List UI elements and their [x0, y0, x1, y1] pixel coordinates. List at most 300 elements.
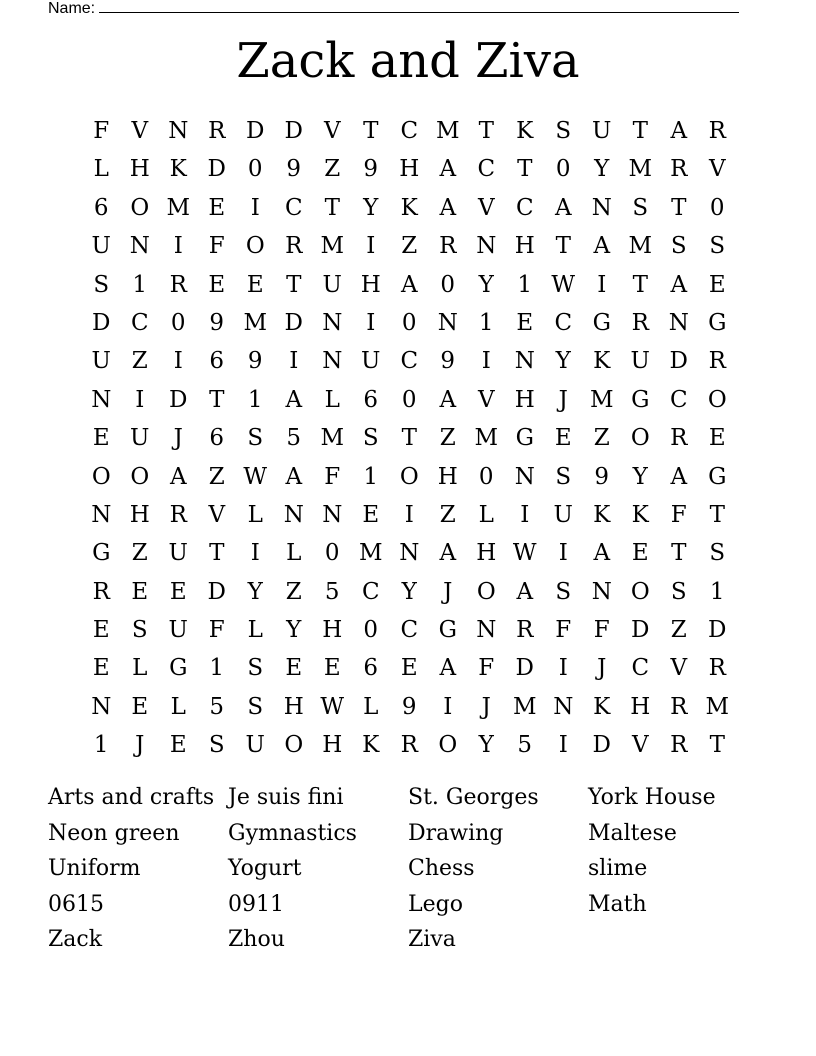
grid-cell: V — [131, 118, 149, 144]
grid-cell: N — [668, 309, 689, 336]
grid-cell: 0 — [170, 309, 186, 336]
grid-cell: C — [400, 118, 419, 144]
grid-cell: L — [478, 501, 494, 528]
grid-cell: F — [478, 655, 495, 682]
grid-cell: A — [439, 540, 457, 567]
word-list-item: Maltese — [588, 820, 677, 846]
grid-cell: Z — [285, 578, 302, 605]
grid-cell: H — [514, 233, 535, 260]
grid-cell: D — [592, 732, 611, 759]
grid-cell: W — [512, 540, 537, 567]
grid-cell: O — [130, 463, 150, 490]
grid-cell: V — [477, 194, 495, 221]
grid-cell: A — [670, 118, 688, 144]
grid-cell: K — [400, 194, 418, 221]
grid-cell: D — [284, 118, 303, 144]
grid-cell: M — [320, 233, 345, 260]
grid-cell: O — [476, 578, 496, 605]
grid-cell: S — [247, 425, 264, 452]
grid-cell: I — [173, 233, 183, 260]
grid-cell: S — [247, 655, 264, 682]
grid-cell: U — [322, 271, 342, 298]
word-list-item: Math — [588, 891, 647, 917]
grid-row — [82, 496, 738, 534]
grid-cell: L — [324, 386, 340, 413]
grid-cell: N — [437, 309, 458, 336]
grid-cell: U — [245, 732, 265, 759]
grid-cell: 9 — [247, 348, 263, 375]
grid-cell: 0 — [324, 540, 340, 567]
grid-cell: J — [481, 693, 491, 720]
grid-cell: I — [597, 271, 607, 298]
grid-cell: 0 — [363, 617, 379, 644]
grid-cell: F — [208, 233, 225, 260]
grid-cell: Y — [478, 271, 494, 298]
grid-cell: M — [628, 156, 653, 183]
grid-cell: H — [630, 693, 651, 720]
grid-cell: G — [631, 386, 650, 413]
grid-cell: E — [131, 693, 149, 720]
grid-cell: E — [169, 732, 187, 759]
grid-cell: S — [555, 463, 572, 490]
grid-cell: I — [366, 233, 376, 260]
grid-cell: Y — [401, 578, 417, 605]
grid-cell: U — [553, 501, 573, 528]
grid-cell: C — [130, 309, 149, 336]
word-list-item: Je suis fini — [228, 785, 344, 810]
grid-cell: R — [208, 118, 226, 144]
grid-cell: T — [209, 386, 225, 413]
grid-cell: O — [630, 425, 650, 452]
grid-cell: 0 — [709, 194, 725, 221]
grid-cell: E — [285, 655, 303, 682]
grid-cell: D — [631, 617, 650, 644]
grid-cell: E — [554, 425, 572, 452]
grid-cell: 1 — [478, 309, 494, 336]
grid-cell: 1 — [517, 271, 533, 298]
grid-cell: L — [247, 617, 263, 644]
grid-cell: S — [555, 578, 572, 605]
grid-cell: F — [593, 617, 610, 644]
grid-cell: M — [243, 309, 268, 336]
grid-cell: N — [476, 233, 497, 260]
grid-row — [82, 381, 738, 419]
grid-cell: T — [401, 425, 417, 452]
grid-cell: H — [514, 386, 535, 413]
grid-row — [82, 150, 738, 188]
grid-cell: J — [443, 578, 453, 605]
grid-row — [82, 688, 738, 726]
grid-cell: I — [443, 693, 453, 720]
grid-cell: T — [517, 156, 533, 183]
grid-cell: Y — [363, 194, 379, 221]
grid-cell: W — [243, 463, 268, 490]
grid-cell: O — [630, 578, 650, 605]
grid-cell: N — [476, 617, 497, 644]
grid-row — [82, 304, 738, 342]
grid-cell: T — [555, 233, 571, 260]
grid-cell: E — [208, 194, 226, 221]
grid-cell: C — [515, 194, 534, 221]
grid-row — [82, 266, 738, 304]
word-list-item: slime — [588, 856, 648, 882]
grid-row — [82, 611, 738, 649]
grid-cell: O — [91, 463, 111, 490]
grid-cell: K — [362, 732, 380, 759]
grid-cell: R — [670, 156, 688, 183]
grid-cell: T — [632, 271, 648, 298]
grid-cell: I — [289, 348, 299, 375]
grid-cell: V — [708, 156, 726, 183]
grid-cell: Y — [247, 578, 263, 605]
grid-cell: Z — [593, 425, 610, 452]
grid-cell: 1 — [363, 463, 379, 490]
grid-cell: Z — [439, 501, 456, 528]
word-list-item: 0911 — [228, 891, 284, 917]
grid-cell: I — [558, 540, 568, 567]
grid-cell: J — [558, 386, 568, 413]
grid-cell: H — [476, 540, 497, 567]
grid-cell: D — [246, 118, 265, 144]
grid-cell: 0 — [478, 463, 494, 490]
grid-cell: M — [320, 425, 345, 452]
grid-cell: 0 — [247, 156, 263, 183]
grid-cell: S — [709, 540, 726, 567]
grid-cell: U — [630, 348, 650, 375]
grid-cell: F — [670, 501, 687, 528]
grid-cell: Y — [555, 348, 571, 375]
grid-row — [82, 649, 738, 687]
grid-cell: I — [135, 386, 145, 413]
grid-cell: 1 — [247, 386, 263, 413]
grid-cell: I — [558, 732, 568, 759]
grid-cell: R — [670, 732, 688, 759]
grid-row — [82, 726, 738, 764]
grid-cell: C — [400, 348, 419, 375]
grid-cell: G — [592, 309, 611, 336]
grid-cell: E — [92, 655, 110, 682]
grid-cell: A — [169, 463, 187, 490]
grid-cell: N — [91, 501, 112, 528]
grid-cell: 9 — [594, 463, 610, 490]
grid-cell: N — [168, 118, 189, 144]
grid-cell: D — [515, 655, 534, 682]
grid-cell: T — [709, 732, 725, 759]
grid-cell: J — [135, 732, 145, 759]
grid-cell: M — [358, 540, 383, 567]
grid-cell: 9 — [209, 309, 225, 336]
word-list-item: Neon green — [48, 820, 180, 846]
grid-cell: G — [92, 540, 111, 567]
grid-cell: I — [481, 348, 491, 375]
grid-cell: N — [591, 578, 612, 605]
grid-cell: O — [438, 732, 458, 759]
grid-cell: D — [207, 578, 226, 605]
grid-cell: N — [553, 693, 574, 720]
grid-cell: T — [363, 118, 379, 144]
grid-cell: 5 — [517, 732, 533, 759]
grid-cell: M — [166, 194, 191, 221]
grid-cell: E — [169, 578, 187, 605]
grid-cell: 9 — [440, 348, 456, 375]
grid-cell: G — [708, 309, 727, 336]
grid-cell: 1 — [709, 578, 725, 605]
grid-cell: M — [474, 425, 499, 452]
grid-cell: U — [592, 118, 612, 144]
grid-cell: V — [631, 732, 649, 759]
grid-cell: 0 — [440, 271, 456, 298]
grid-cell: U — [168, 617, 188, 644]
grid-cell: A — [516, 578, 534, 605]
grid-cell: F — [555, 617, 572, 644]
grid-cell: E — [131, 578, 149, 605]
grid-row — [82, 227, 738, 265]
grid-row — [82, 342, 738, 380]
grid-cell: N — [591, 194, 612, 221]
grid-cell: E — [400, 655, 418, 682]
grid-cell: R — [92, 578, 110, 605]
grid-cell: A — [593, 233, 611, 260]
grid-cell: E — [246, 271, 264, 298]
grid-cell: N — [283, 501, 304, 528]
grid-cell: A — [439, 655, 457, 682]
grid-cell: V — [208, 501, 226, 528]
grid-cell: T — [209, 540, 225, 567]
grid-cell: H — [437, 463, 458, 490]
grid-cell: C — [631, 655, 650, 682]
grid-cell: S — [208, 732, 225, 759]
grid-cell: E — [362, 501, 380, 528]
grid-cell: 0 — [401, 386, 417, 413]
grid-cell: Y — [478, 732, 494, 759]
word-list-item: 0615 — [48, 891, 104, 917]
grid-cell: Y — [594, 156, 610, 183]
grid-cell: M — [512, 693, 537, 720]
grid-cell: T — [709, 501, 725, 528]
grid-cell: 6 — [209, 425, 225, 452]
grid-cell: D — [284, 309, 303, 336]
grid-cell: R — [708, 348, 726, 375]
word-list — [48, 780, 768, 958]
grid-cell: 0 — [555, 156, 571, 183]
grid-cell: R — [708, 655, 726, 682]
grid-cell: 9 — [363, 156, 379, 183]
grid-cell: H — [283, 693, 304, 720]
grid-cell: U — [91, 233, 111, 260]
grid-cell: T — [324, 194, 340, 221]
grid-cell: H — [129, 501, 150, 528]
grid-cell: 0 — [401, 309, 417, 336]
grid-cell: 1 — [132, 271, 148, 298]
grid-cell: I — [250, 540, 260, 567]
grid-cell: C — [361, 578, 380, 605]
grid-cell: S — [93, 271, 110, 298]
grid-cell: D — [708, 617, 727, 644]
grid-cell: A — [439, 156, 457, 183]
grid-cell: L — [363, 693, 379, 720]
grid-cell: R — [631, 309, 649, 336]
grid-row — [82, 458, 738, 496]
grid-cell: N — [322, 309, 343, 336]
grid-cell: F — [93, 118, 110, 144]
grid-cell: W — [551, 271, 576, 298]
grid-cell: N — [322, 501, 343, 528]
grid-cell: S — [670, 233, 687, 260]
grid-cell: A — [285, 463, 303, 490]
grid-cell: S — [131, 617, 148, 644]
word-list-item: St. Georges — [408, 785, 539, 810]
grid-cell: T — [632, 118, 648, 144]
grid-cell: D — [207, 156, 226, 183]
grid-cell: R — [285, 233, 303, 260]
word-list-item: Gymnastics — [228, 820, 357, 846]
grid-row — [82, 112, 738, 150]
grid-cell: R — [439, 233, 457, 260]
grid-cell: A — [670, 271, 688, 298]
grid-cell: U — [361, 348, 381, 375]
grid-cell: Y — [286, 617, 302, 644]
grid-cell: N — [399, 540, 420, 567]
grid-cell: R — [516, 617, 534, 644]
word-list-item: Ziva — [408, 927, 456, 953]
grid-cell: R — [400, 732, 418, 759]
grid-cell: N — [91, 386, 112, 413]
grid-cell: K — [593, 501, 611, 528]
grid-cell: 5 — [286, 425, 302, 452]
grid-cell: G — [708, 463, 727, 490]
grid-cell: S — [362, 425, 379, 452]
grid-cell: M — [705, 693, 730, 720]
grid-cell: Z — [208, 463, 225, 490]
grid-cell: 6 — [363, 655, 379, 682]
letter-grid — [82, 112, 738, 765]
grid-cell: I — [250, 194, 260, 221]
word-list-item: Zhou — [228, 927, 285, 953]
grid-cell: C — [477, 156, 496, 183]
grid-cell: K — [516, 118, 534, 144]
grid-cell: D — [169, 386, 188, 413]
grid-cell: 6 — [209, 348, 225, 375]
grid-cell: J — [597, 655, 607, 682]
grid-cell: K — [169, 156, 187, 183]
grid-cell: E — [631, 540, 649, 567]
grid-cell: E — [708, 425, 726, 452]
grid-cell: G — [169, 655, 188, 682]
word-list-item: Lego — [408, 891, 463, 917]
grid-cell: F — [208, 617, 225, 644]
grid-cell: M — [589, 386, 614, 413]
grid-cell: V — [477, 386, 495, 413]
grid-cell: U — [130, 425, 150, 452]
grid-cell: N — [514, 463, 535, 490]
grid-cell: A — [593, 540, 611, 567]
grid-cell: C — [554, 309, 573, 336]
grid-cell: H — [399, 156, 420, 183]
grid-cell: F — [324, 463, 341, 490]
grid-cell: S — [632, 194, 649, 221]
grid-row — [82, 573, 738, 611]
grid-cell: M — [628, 233, 653, 260]
grid-cell: O — [245, 233, 265, 260]
grid-cell: I — [558, 655, 568, 682]
grid-cell: L — [93, 156, 109, 183]
grid-cell: R — [169, 271, 187, 298]
grid-cell: J — [173, 425, 183, 452]
grid-cell: N — [322, 348, 343, 375]
grid-cell: K — [593, 348, 611, 375]
grid-cell: I — [366, 309, 376, 336]
grid-cell: 6 — [93, 194, 109, 221]
grid-cell: T — [671, 540, 687, 567]
name-field — [48, 0, 739, 18]
grid-cell: A — [285, 386, 303, 413]
grid-cell: C — [400, 617, 419, 644]
grid-cell: H — [322, 732, 343, 759]
grid-cell: H — [129, 156, 150, 183]
grid-cell: 6 — [363, 386, 379, 413]
grid-cell: V — [670, 655, 688, 682]
grid-cell: N — [514, 348, 535, 375]
grid-cell: 5 — [209, 693, 225, 720]
grid-cell: R — [670, 693, 688, 720]
grid-cell: S — [247, 693, 264, 720]
grid-cell: V — [323, 118, 341, 144]
grid-cell: A — [670, 463, 688, 490]
grid-cell: O — [284, 732, 304, 759]
name-blank-line — [99, 0, 739, 13]
grid-cell: K — [631, 501, 649, 528]
grid-cell: C — [284, 194, 303, 221]
grid-cell: I — [404, 501, 414, 528]
grid-cell: U — [168, 540, 188, 567]
grid-cell: E — [323, 655, 341, 682]
grid-cell: S — [709, 233, 726, 260]
grid-cell: C — [669, 386, 688, 413]
grid-cell: D — [669, 348, 688, 375]
grid-cell: E — [516, 309, 534, 336]
grid-cell: G — [515, 425, 534, 452]
grid-cell: T — [478, 118, 494, 144]
grid-cell: I — [520, 501, 530, 528]
grid-cell: 5 — [324, 578, 340, 605]
grid-cell: L — [170, 693, 186, 720]
grid-row — [82, 419, 738, 457]
name-label: Name: — [48, 0, 96, 17]
grid-cell: S — [670, 578, 687, 605]
word-list-item: Chess — [408, 856, 475, 882]
word-list-item: York House — [588, 785, 716, 810]
grid-cell: E — [92, 425, 110, 452]
grid-cell: Z — [401, 233, 418, 260]
grid-cell: Y — [632, 463, 648, 490]
word-list-item: Zack — [48, 927, 103, 953]
grid-cell: 1 — [209, 655, 225, 682]
grid-cell: Z — [131, 540, 148, 567]
grid-cell: G — [438, 617, 457, 644]
grid-cell: A — [554, 194, 572, 221]
grid-cell: Z — [131, 348, 148, 375]
grid-cell: L — [247, 501, 263, 528]
grid-cell: D — [92, 309, 111, 336]
grid-cell: K — [593, 693, 611, 720]
grid-cell: 9 — [401, 693, 417, 720]
grid-cell: E — [92, 617, 110, 644]
grid-cell: I — [173, 348, 183, 375]
grid-cell: Z — [324, 156, 341, 183]
grid-cell: T — [671, 194, 687, 221]
grid-cell: N — [129, 233, 150, 260]
word-list-item: Yogurt — [228, 856, 302, 882]
